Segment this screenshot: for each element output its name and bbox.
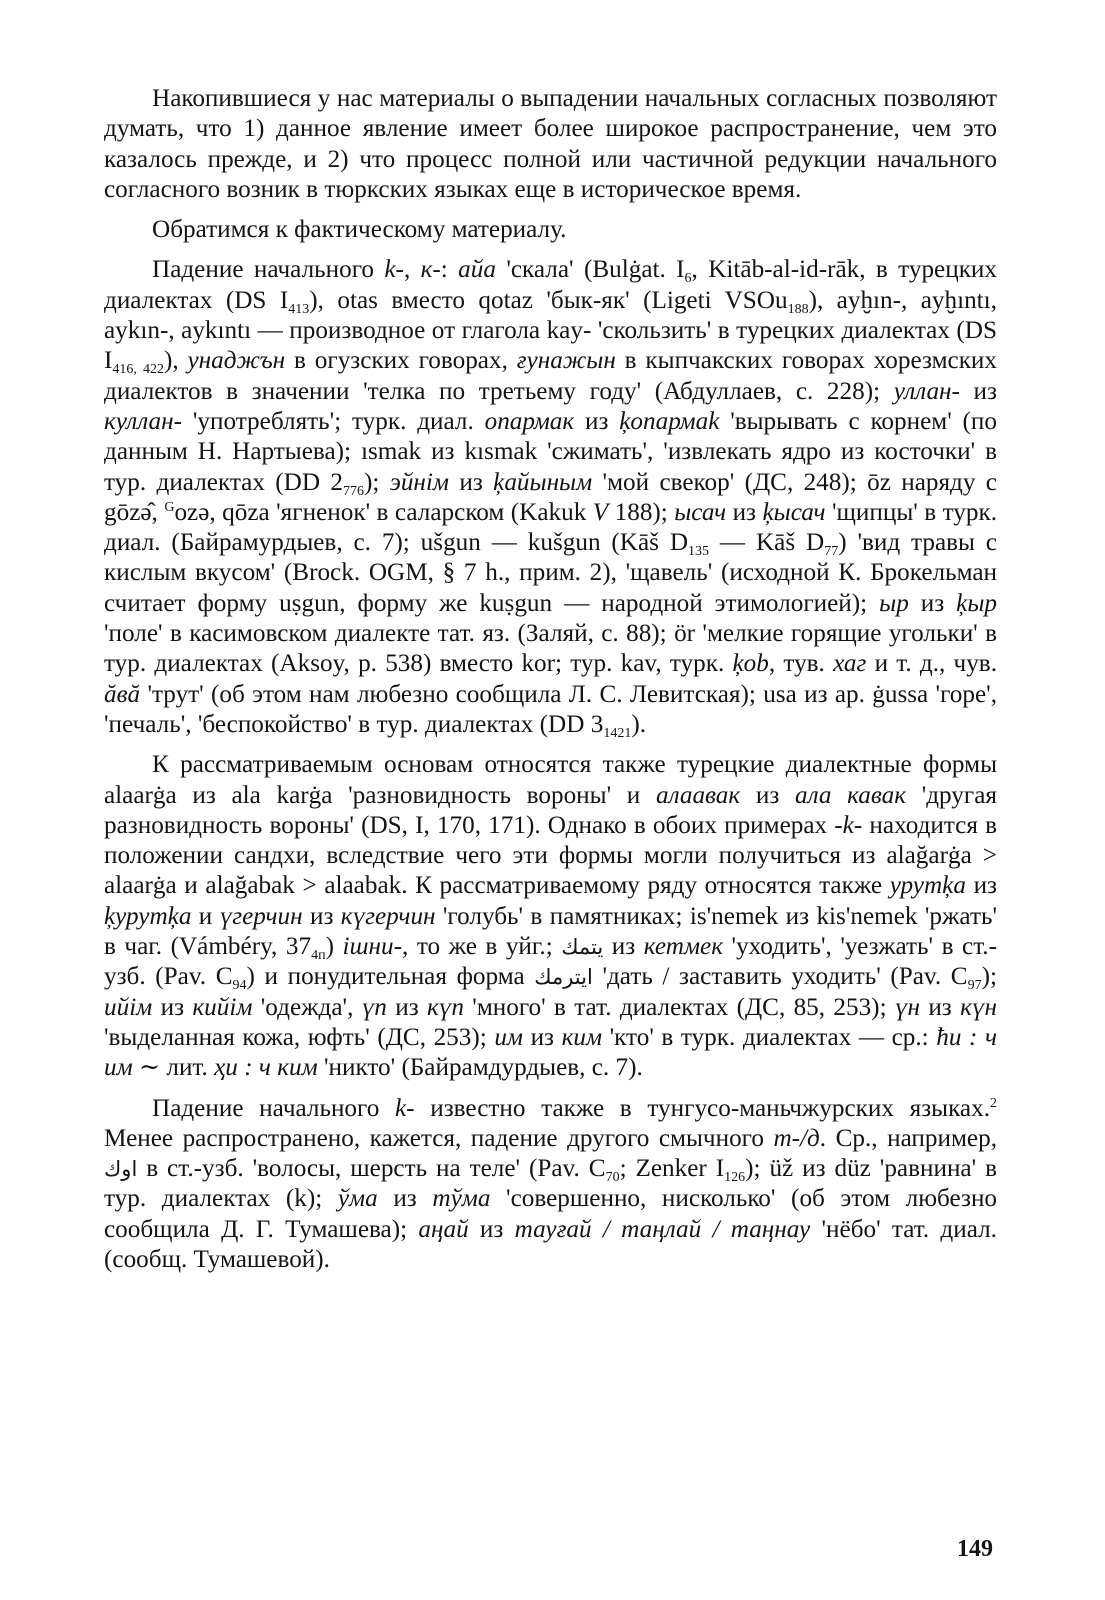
italic-term: ийім [104,993,153,1021]
text-run: из [377,1185,433,1213]
subscript: 4п [311,948,326,964]
text-run: ), [163,347,188,375]
text-run: находится в положении сандхи, вследствие чего эти формы могли получиться из alağarġa > alaarġa и alağabak > alaabak. К рассматриваемому ряду относятся также [104,811,997,900]
paragraph-1 [104,84,997,205]
text-run: 'мой свекор' (ДС, 248); ōz наряду с gōzə̂, [104,468,997,526]
text-run: 'нёбо' тат. диал. (сообщ. Тумашевой). [104,1215,997,1273]
italic-term: ҳи : ч ким [214,1054,318,1082]
subscript: 70 [605,1170,620,1186]
italic-term: т-/д [773,1124,820,1152]
text-run: из [386,993,427,1021]
text-run: из [523,1023,562,1051]
italic-term: уллан- [893,377,960,405]
paragraph-5 [104,1094,997,1276]
text-run: ), ayḫın-, ayḫıntı, aykın-, aykıntı — производное от глагола kay- 'скользить' в турецких диалектах (DS I [104,286,997,375]
italic-term: -k- [834,811,863,839]
text-run: 'употреблять'; турк. диал. [182,407,485,435]
italic-term: ўма [337,1185,378,1213]
text-run: 'выделанная кожа, юфть' (ДС, 253); [104,1023,495,1051]
text-run: ∼ лит. [132,1054,215,1082]
text-run: ); [364,468,390,496]
text-run: 'много' в тат. диалектах (ДС, 85, 253); [463,993,895,1021]
text-run: — Kāš D [709,529,825,557]
italic-term: ķob [732,650,769,678]
arabic-script-word: يتمك [561,935,604,960]
italic-term: айа [458,256,496,284]
text-run: из [920,993,961,1021]
text-run: 'поле' в касимовском диалекте тат. яз. (Заляй, с. 88); ör 'мелкие горящие угольки' в тур. диалектах (Aksoy, p. 538) вместо kor; тур. kav, турк. [104,620,997,678]
text-run: 'одежда', [252,993,362,1021]
text-run: и т. д., чув. [866,650,997,678]
subscript: 77 [824,544,839,560]
text-run: из [152,993,193,1021]
text-run: из [908,589,957,617]
italic-term: ала кавак [794,781,907,809]
text-run: из [574,407,620,435]
text-run: 'совершенно, нисколько' (об этом любезно сообщила Д. Г. Тумашева); [104,1185,998,1243]
text-run: из [726,498,763,526]
italic-term: куллан- [104,407,183,435]
italic-term: хаг [833,650,867,678]
text-run: ) 'вид травы с кислым вкусом' (Brock. OGM, § 7 h., прим. 2), 'щавель' (исходной К. Брокельман считает форму uṣgun, форму же kuṣgun — народной этимологией); [104,529,997,617]
italic-term: ыр [879,589,909,617]
text-run: из [449,468,494,496]
text-run: , тув. [768,650,834,678]
text-run: в огузских говорах, [285,347,517,375]
text-run: из [468,1215,515,1243]
text-run: ) [325,933,343,961]
text-run: 'другая разновидность вороны' (DS, I, 170, 171). Однако в обоих примерах [104,781,997,839]
italic-term: ķыр [956,589,997,617]
italic-term: ғунажын [516,347,616,375]
italic-term: аңай [418,1215,469,1243]
text-run: 'кто' в турк. диалектах — ср.: [602,1023,937,1051]
arabic-script-word: ايترمك [534,965,593,990]
text-run: из [959,377,997,405]
italic-term: ķопармаk [619,407,720,435]
italic-term: ķурутķа [104,902,192,930]
text-run: 'трут' (об этом нам любезно сообщила Л. С. Левитская); usa из ар. ġussa 'горе', 'печаль', 'беспокойство' в тур. диалектах (DD 3 [104,680,997,738]
text-run: 'никто' (Байрамдурдыев, с. 7). [317,1054,643,1082]
italic-term: V [592,498,609,526]
text-run: 'дать / заставить уходить' (Pav. C [592,963,968,991]
text-run: . Ср., например, [819,1124,997,1152]
italic-term: кетмек [643,933,723,961]
superscript: G [164,499,175,515]
subscript: 1421 [603,725,632,741]
text-run: , Kitāb-al-id-rāk, в турецких диалектах (DS I [104,256,998,314]
text-run: 'голубь' в памятниках; is'nemek из kis'nemek 'ржать' в чаг. (Vámbéry, 37 [104,902,997,961]
text-run: 'щипцы' в турк. диал. (Байрамурдыев, с. 7); ušgun — kušgun (Kāš D [104,498,998,557]
subscript: 188 [787,301,809,317]
arabic-script-word: اوك [104,1157,138,1182]
italic-term: урутķа [889,872,966,900]
italic-term: күп [426,993,464,1021]
italic-term: унаджън [187,347,286,375]
text-run: из [302,902,341,930]
text-run: ). [631,710,646,738]
footnote-marker: 2 [990,1095,997,1111]
text-run: 188); [608,498,675,526]
text-run: ); [981,963,997,991]
italic-term: ķысач [762,498,826,526]
italic-term: алаавак [655,781,741,809]
text-run: Падение начального [152,256,385,284]
italic-term: тўма [432,1185,491,1213]
text-run: в ст.-узб. 'волосы, шерсть на теле' (Pav. C [137,1155,606,1183]
text-run: , то же в уйг.; [402,933,562,961]
text-run: ), otas вместо qotaz 'бык-як' (Ligeti VSOu [309,286,788,314]
text-run: ) и понудительная форма [246,963,535,991]
text-run: известно также в тунгусо-маньчжурских языках. [414,1094,990,1122]
italic-term: k- [395,1094,415,1122]
text-run: Падение начального [152,1094,395,1122]
text-run: Накопившиеся у нас материалы о выпадении начальных согласных позволяют думать, что 1) данное явление имеет более широкое распространение, чем это казалось прежде, и 2) что процесс полной или частичной редукции начального согласного возник в тюркских языках еще в историческое время. [104,85,997,203]
text-run: ozə, qōza 'ягненок' в саларском (Kakuk [174,498,593,526]
italic-term: тауғай / таңлай / таңнау [514,1215,811,1243]
paragraph-2 [104,215,997,245]
text-run: из [603,933,644,961]
text-run: 'скала' (Bulġat. I [495,256,685,284]
italic-term: эйнім [389,468,450,496]
italic-term: кийім [192,993,253,1021]
text-run: 'вырывать с корнем' (по данным Н. Нартыева); ısmak из kısmak 'сжимать', 'извлекать ядро из косточки' в тур. диалектах (DD 2 [104,407,998,496]
italic-term: үн [894,993,920,1021]
subscript: 94 [232,978,247,994]
paragraph-4 [104,750,997,1083]
text-run: и [191,902,220,930]
subscript: 413 [288,301,310,317]
page-number: 149 [957,1536,993,1562]
italic-term: үп [361,993,387,1021]
paragraph-3 [104,255,997,740]
subscript: 6 [684,271,692,287]
italic-term: k- [384,256,404,284]
italic-term: ысач [674,498,727,526]
italic-term: ħи : ч им [104,1023,997,1082]
text-run: ); üž из düz 'равнина' в тур. диалектах (k); [104,1155,997,1213]
italic-term: ким [561,1023,603,1051]
subscript: 776 [343,483,364,499]
subscript: 135 [688,544,710,560]
italic-term: ішни- [342,933,402,961]
italic-term: күн [960,993,997,1021]
text-run: в кыпчакских говорах хорезмских диалектов в значении 'телка по третьему году' (Абдуллаев, с. 228); [104,347,998,405]
italic-term: ķайыным [493,468,593,496]
text-run: ; Zenker I [619,1155,725,1183]
italic-term: опармак [484,407,575,435]
italic-term: к- [420,256,441,284]
subscript: 416, 422 [112,362,164,378]
subscript: 97 [967,978,982,994]
italic-term: ăвă [104,680,141,708]
italic-term: үгерчин [219,902,303,930]
document-page [104,84,997,1285]
text-run: 'уходить', 'уезжать' в ст.-узб. (Pav. C [104,933,997,991]
subscript: 126 [724,1170,746,1186]
text-run: К рассматриваемым основам относятся также турецкие диалектные формы alaarġa из ala karġa 'разновидность вороны' и [104,751,997,809]
italic-term: им [494,1023,523,1051]
text-run: из [740,781,795,809]
text-run: Обратимся к фактическому материалу. [152,216,567,244]
text-run: , [403,256,421,284]
italic-term: күгерчин [340,902,436,930]
text-run: : [440,256,459,284]
text-run: из [965,872,997,900]
text-run: Менее распространено, кажется, падение другого смычного [104,1124,774,1152]
